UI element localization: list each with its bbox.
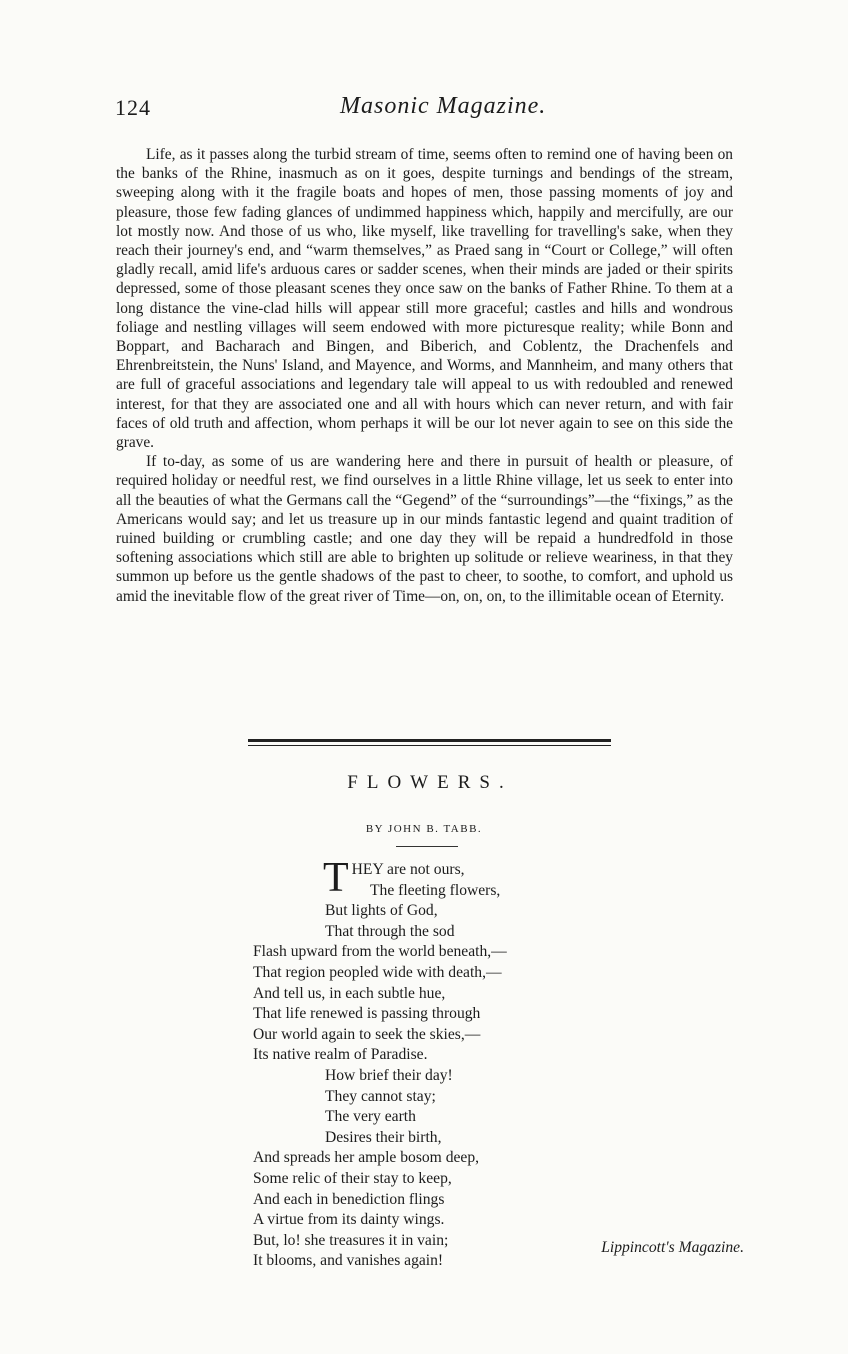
- poem-line: And spreads her ample bosom deep,: [253, 1149, 480, 1167]
- poem-line: And tell us, in each subtle hue,: [253, 984, 446, 1002]
- poem-line: Flash upward from the world beneath,—: [253, 943, 507, 961]
- page-number: 124: [115, 95, 151, 120]
- poem-line: Its native realm of Paradise.: [253, 1046, 428, 1064]
- poem-line: That life renewed is passing through: [253, 1005, 481, 1023]
- poem-line: The fleeting flowers,: [370, 881, 501, 899]
- drop-cap: T: [323, 855, 349, 901]
- poem-line: Some relic of their stay to keep,: [253, 1169, 452, 1187]
- poem-line: It blooms, and vanishes again!: [253, 1252, 444, 1270]
- section-divider-thin: [248, 745, 611, 746]
- article-paragraph: If to-day, as some of us are wandering here and there in pursuit of health or pleasure, of required holiday or needful rest, we find ourselves in a little Rhine village, let us seek to enter into all the beauties of what the Germans call the “Gegend” of the “surroundings”—the “fixings,” as the Americans would say; and let us treasure up in our minds fantastic legend and quaint tradition of ruined building or crumbling castle; and one day they will be repaid a hundredfold in those softening associations which still are able to brighten up solitude or relieve weariness, in that they summon up before us the gentle shadows of the past to cheer, to soothe, to comfort, and uphold us amid the inevitable flow of the great river of Time—on, on, on, to the illimitable ocean of Eternity.: [116, 453, 733, 605]
- poem-line: The very earth: [325, 1108, 416, 1126]
- poem-line-text: HEY are not ours,: [351, 861, 465, 878]
- poem-line: That region peopled wide with death,—: [253, 963, 502, 981]
- poem-byline: BY JOHN B. TABB.: [365, 823, 483, 835]
- poem-line: Our world again to seek the skies,—: [253, 1025, 481, 1043]
- poem-line: But, lo! she treasures it in vain;: [253, 1231, 449, 1249]
- poem-line: Desires their birth,: [325, 1128, 442, 1146]
- byline-rule: [396, 846, 458, 847]
- poem-title: FLOWERS.: [347, 772, 513, 793]
- running-head-title: Masonic Magazine.: [340, 93, 547, 119]
- poem-source: Lippincott's Magazine.: [601, 1239, 744, 1256]
- article-body: [116, 145, 733, 606]
- poem-line: They cannot stay;: [325, 1087, 436, 1105]
- section-divider-thick: [248, 739, 611, 742]
- poem-line: But lights of God,: [325, 902, 438, 920]
- poem-line: A virtue from its dainty wings.: [253, 1211, 445, 1229]
- article-paragraph: Life, as it passes along the turbid stream of time, seems often to remind one of having been on the banks of the Rhine, inasmuch as on it goes, despite turnings and bendings of the stream, sweeping along with it the fragile boats and hopes of men, those passing moments of joy and pleasure, those few fading glances of undimmed happiness which, happily and mercifully, are our lot mostly now. And those of us who, like myself, like travelling for travelling's sake, when they reach their journey's end, and “warm themselves,” as Praed sang in “Court or College,” will often gladly recall, amid life's arduous cares or sadder scenes, when their minds are jaded or their spirits depressed, some of those pleasant scenes they once saw on the banks of Father Rhine. To them at a long distance the vine-clad hills will appear still more graceful; castles and hills and wondrous foliage and nestling villages will seem endowed with more picturesque reality; while Bonn and Boppart, and Bacharach and Bingen, and Biberich, and Coblentz, the Drachenfels and Ehrenbreitstein, the Nuns' Island, and Mayence, and Worms, and Mannheim, and many others that are full of graceful associations and legendary tale will appeal to us with redoubled and renewed interest, for that they are associated one and all with hours which can never return, and with fair faces of old truth and affection, whom perhaps it will be our lot never again to see on this side the grave.: [116, 146, 733, 452]
- poem-line: And each in benediction flings: [253, 1190, 445, 1208]
- poem-line: How brief their day!: [325, 1066, 453, 1084]
- poem-body: [253, 855, 507, 1272]
- poem-line: That through the sod: [325, 922, 455, 940]
